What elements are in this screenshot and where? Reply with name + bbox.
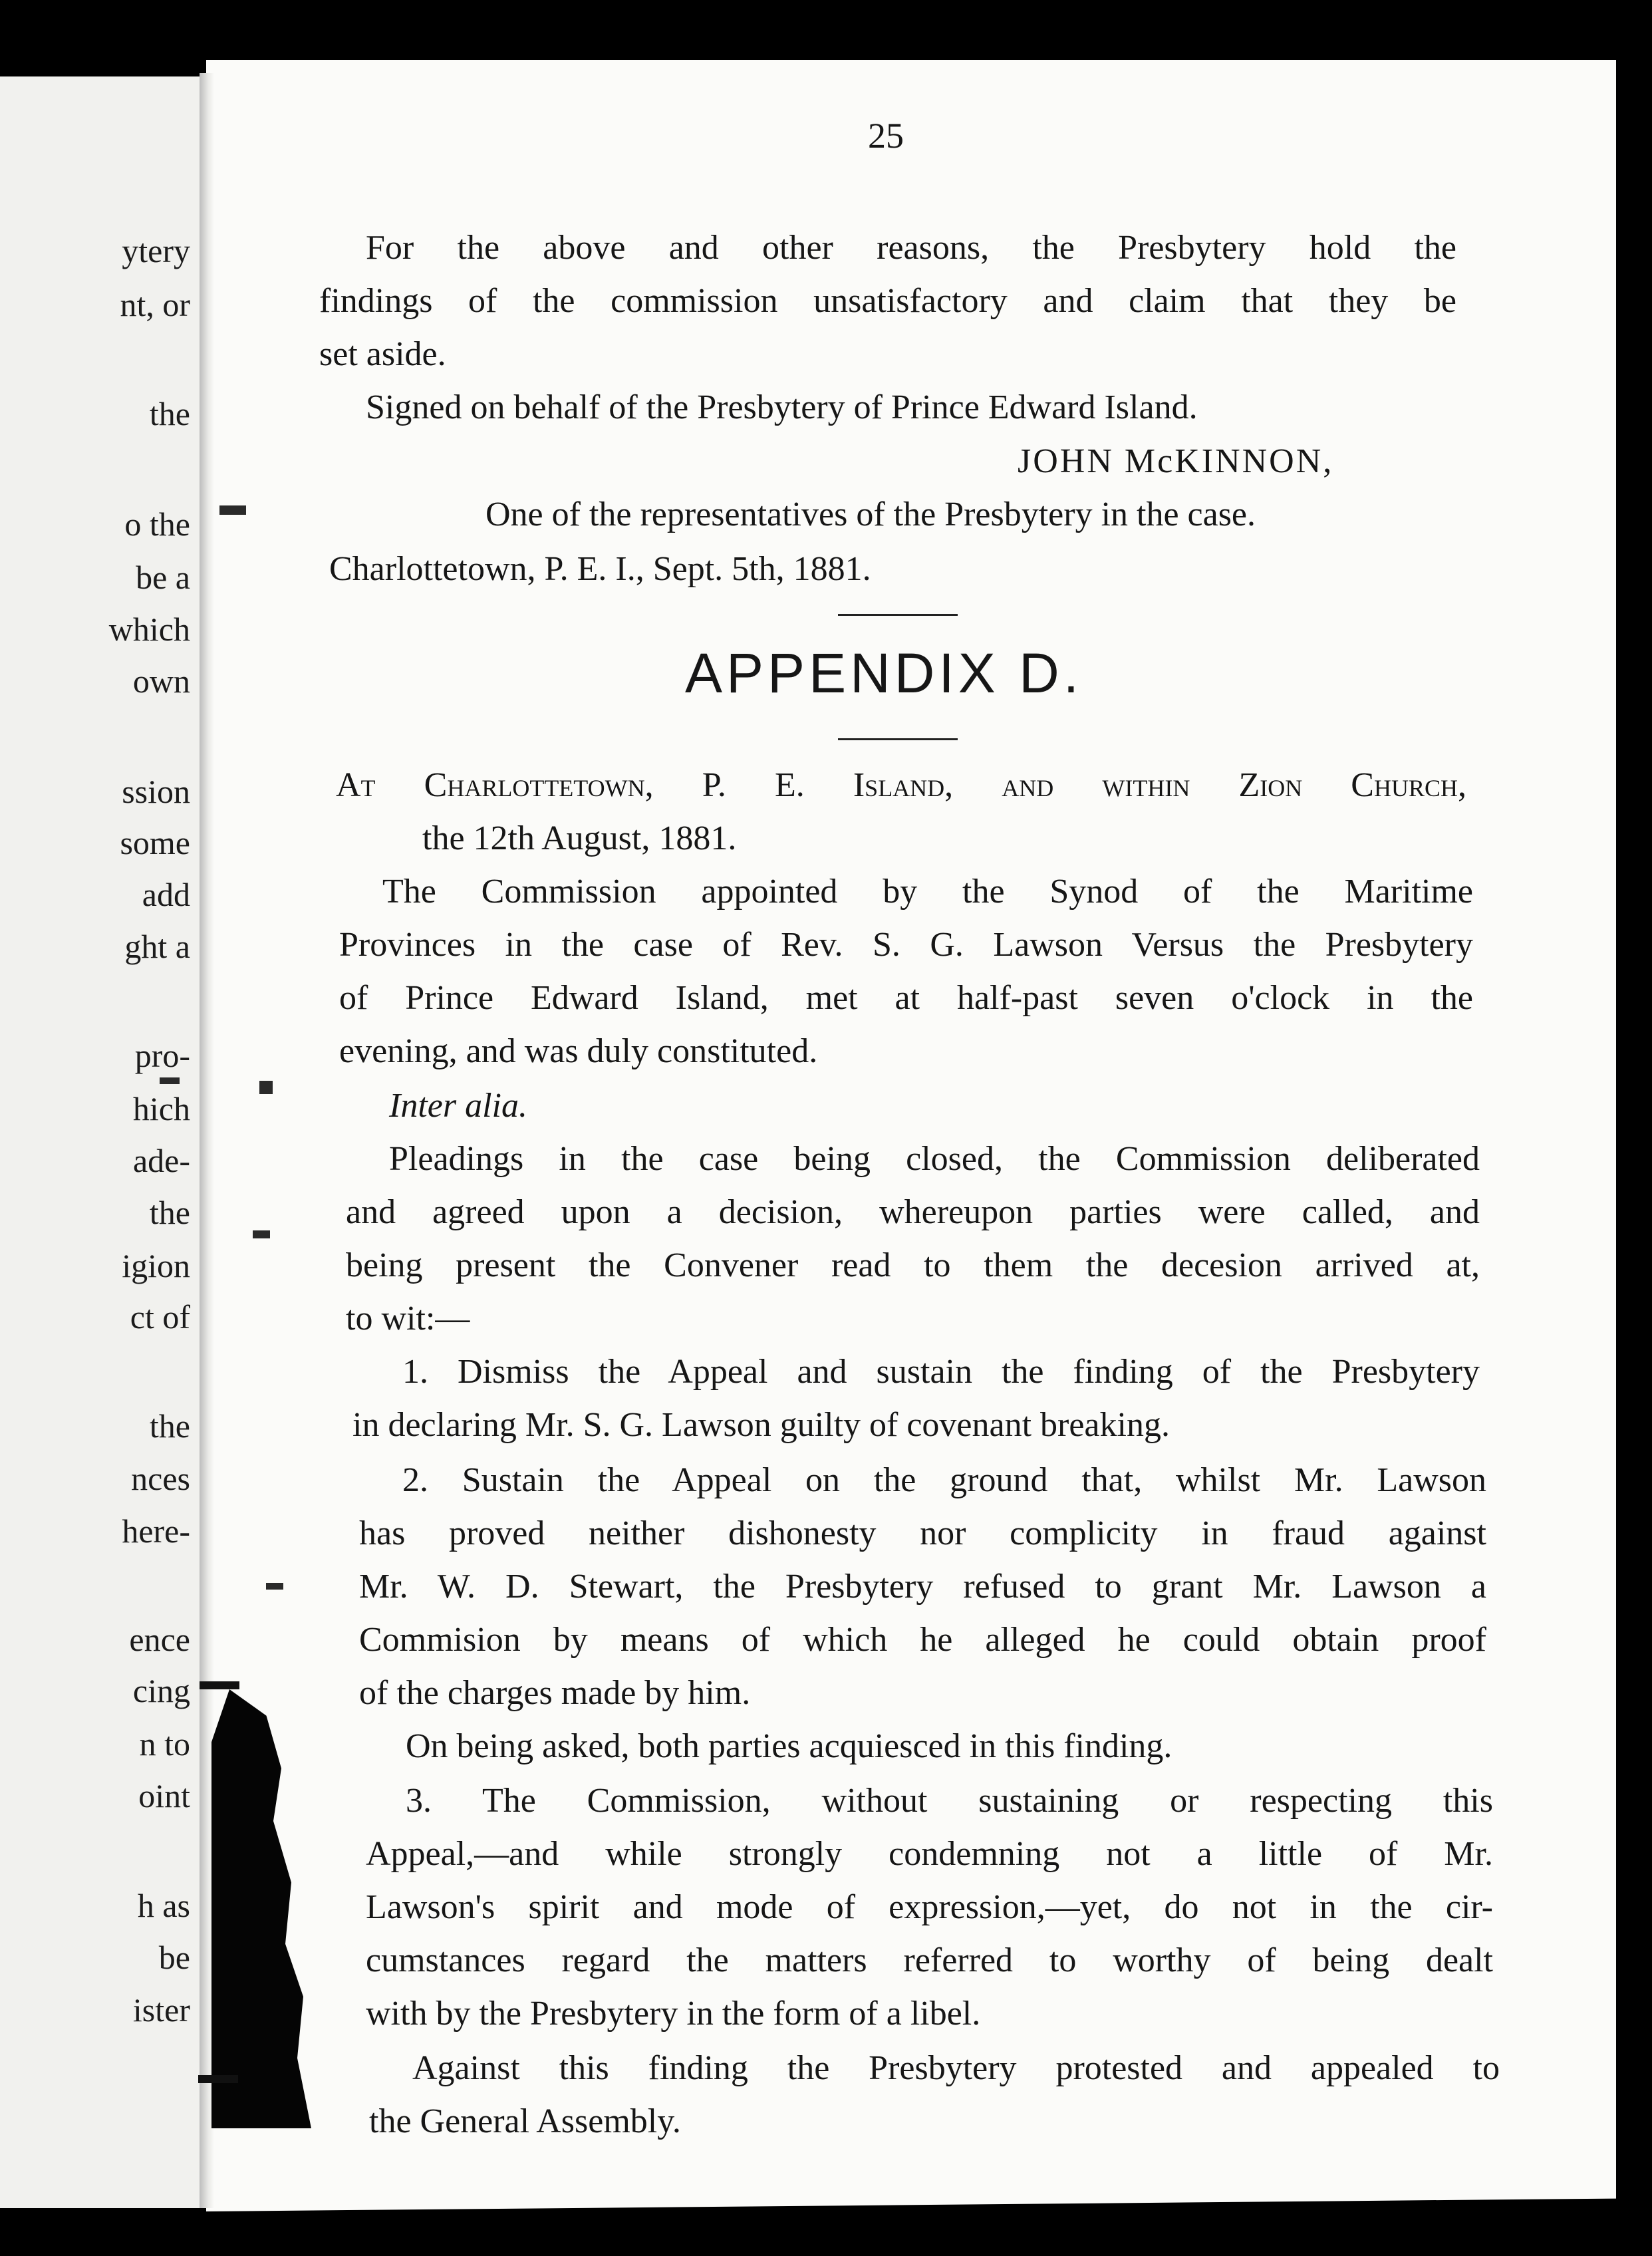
text-line: Appeal,—and while strongly condemning not a little of Mr. [366, 1835, 1493, 1873]
facing-page-fragment: pro- [134, 1037, 190, 1074]
text-line: evening, and was duly constituted. [339, 1032, 818, 1070]
facing-page-fragment: the [149, 395, 190, 432]
appendix-title: APPENDIX D. [685, 642, 1083, 704]
text-line: Mr. W. D. Stewart, the Presbytery refused to grant Mr. Lawson a [359, 1568, 1486, 1606]
text-line: 2. Sustain the Appeal on the ground that, whilst Mr. Lawson [402, 1461, 1486, 1499]
text-line: of the charges made by him. [359, 1674, 751, 1712]
text-line: to wit:— [346, 1300, 470, 1338]
text-line: the General Assembly. [369, 2102, 681, 2140]
minute-heading: the 12th August, 1881. [422, 819, 737, 857]
facing-page-fragment: here- [122, 1512, 190, 1550]
text-line: cumstances regard the matters referred to worthy of being dealt [366, 1941, 1493, 1979]
section-rule [838, 614, 958, 616]
text-line: 1. Dismiss the Appeal and sustain the finding of the Presbytery [402, 1353, 1480, 1391]
binding-mark [253, 1230, 270, 1238]
facing-page-fragment: ssion [122, 773, 190, 810]
minute-heading: At Charlottetown, P. E. Island, and within Zion Church, [336, 766, 1466, 804]
facing-page-fragment: nt, or [120, 286, 190, 323]
text-line: being present the Convener read to them the decesion arrived at, [346, 1246, 1480, 1284]
text-line: has proved neither dishonesty nor complicity in fraud against [359, 1514, 1486, 1552]
facing-page-fragment: ght a [124, 928, 190, 965]
facing-page-fragment: some [120, 824, 190, 861]
facing-page-fragment: h as [137, 1887, 190, 1924]
text-line: Provinces in the case of Rev. S. G. Lawson Versus the Presbytery [339, 926, 1473, 964]
facing-page-fragment: the [149, 1407, 190, 1445]
text-line: set aside. [319, 335, 446, 373]
binding-mark [219, 505, 246, 515]
binding-mark [160, 1077, 180, 1084]
text-line: 3. The Commission, without sustaining or respecting this [406, 1782, 1493, 1820]
facing-page-fragment: ytery [122, 232, 190, 269]
page-number: 25 [868, 116, 904, 156]
signatory-role: One of the representatives of the Presbytery in the case. [485, 495, 1256, 533]
binding-mark [266, 1583, 283, 1590]
place-date: Charlottetown, P. E. I., Sept. 5th, 1881. [329, 550, 871, 588]
facing-page-fragment: ade- [132, 1142, 190, 1179]
facing-page-fragment: own [132, 662, 190, 700]
staple [198, 2075, 238, 2083]
text-line: with by the Presbytery in the form of a libel. [366, 1995, 981, 2033]
facing-page-fragment: nces [131, 1460, 190, 1497]
facing-page-fragment: ct of [130, 1298, 190, 1336]
facing-page-fragment: ence [129, 1621, 190, 1658]
text-line: findings of the commission unsatisfactory and claim that they be [319, 282, 1456, 320]
facing-page-fragment: igion [122, 1247, 190, 1284]
facing-page-fragment: oint [138, 1777, 190, 1814]
facing-page-fragment: n to [139, 1725, 190, 1762]
facing-page-fragment: the [149, 1194, 190, 1231]
text-line: in declaring Mr. S. G. Lawson guilty of covenant breaking. [352, 1406, 1170, 1444]
facing-page-fragment: which [108, 611, 190, 648]
text-line: Lawson's spirit and mode of expression,—yet, do not in the cir- [366, 1888, 1493, 1926]
text-line: For the above and other reasons, the Presbytery hold the [366, 229, 1456, 267]
signed-line: Signed on behalf of the Presbytery of Prince Edward Island. [366, 388, 1198, 426]
facing-page-fragment: add [142, 876, 190, 913]
text-line: of Prince Edward Island, met at half-past seven o'clock in the [339, 979, 1473, 1017]
facing-page-fragment: hich [132, 1090, 190, 1127]
text-line: Against this finding the Presbytery protested and appealed to [412, 2049, 1500, 2087]
inter-alia: Inter alia. [389, 1087, 527, 1125]
text-line: On being asked, both parties acquiesced in this finding. [406, 1727, 1172, 1765]
facing-page-fragment: ister [132, 1991, 190, 2029]
facing-page-fragment: be [158, 1939, 190, 1976]
binding-mark [259, 1081, 273, 1094]
facing-page-fragment: be a [136, 559, 190, 596]
facing-page-fragment: cing [132, 1672, 190, 1709]
facing-page-fragment: o the [124, 505, 190, 543]
section-rule [838, 738, 958, 740]
text-line: Commision by means of which he alleged he could obtain proof [359, 1621, 1486, 1659]
signatory-name: JOHN McKINNON, [1018, 442, 1334, 480]
text-line: Pleadings in the case being closed, the Commission deliberated [389, 1140, 1480, 1178]
text-line: The Commission appointed by the Synod of the Maritime [382, 873, 1473, 911]
text-line: and agreed upon a decision, whereupon parties were called, and [346, 1193, 1480, 1231]
facing-page [0, 76, 206, 2208]
staple [200, 1681, 239, 1689]
